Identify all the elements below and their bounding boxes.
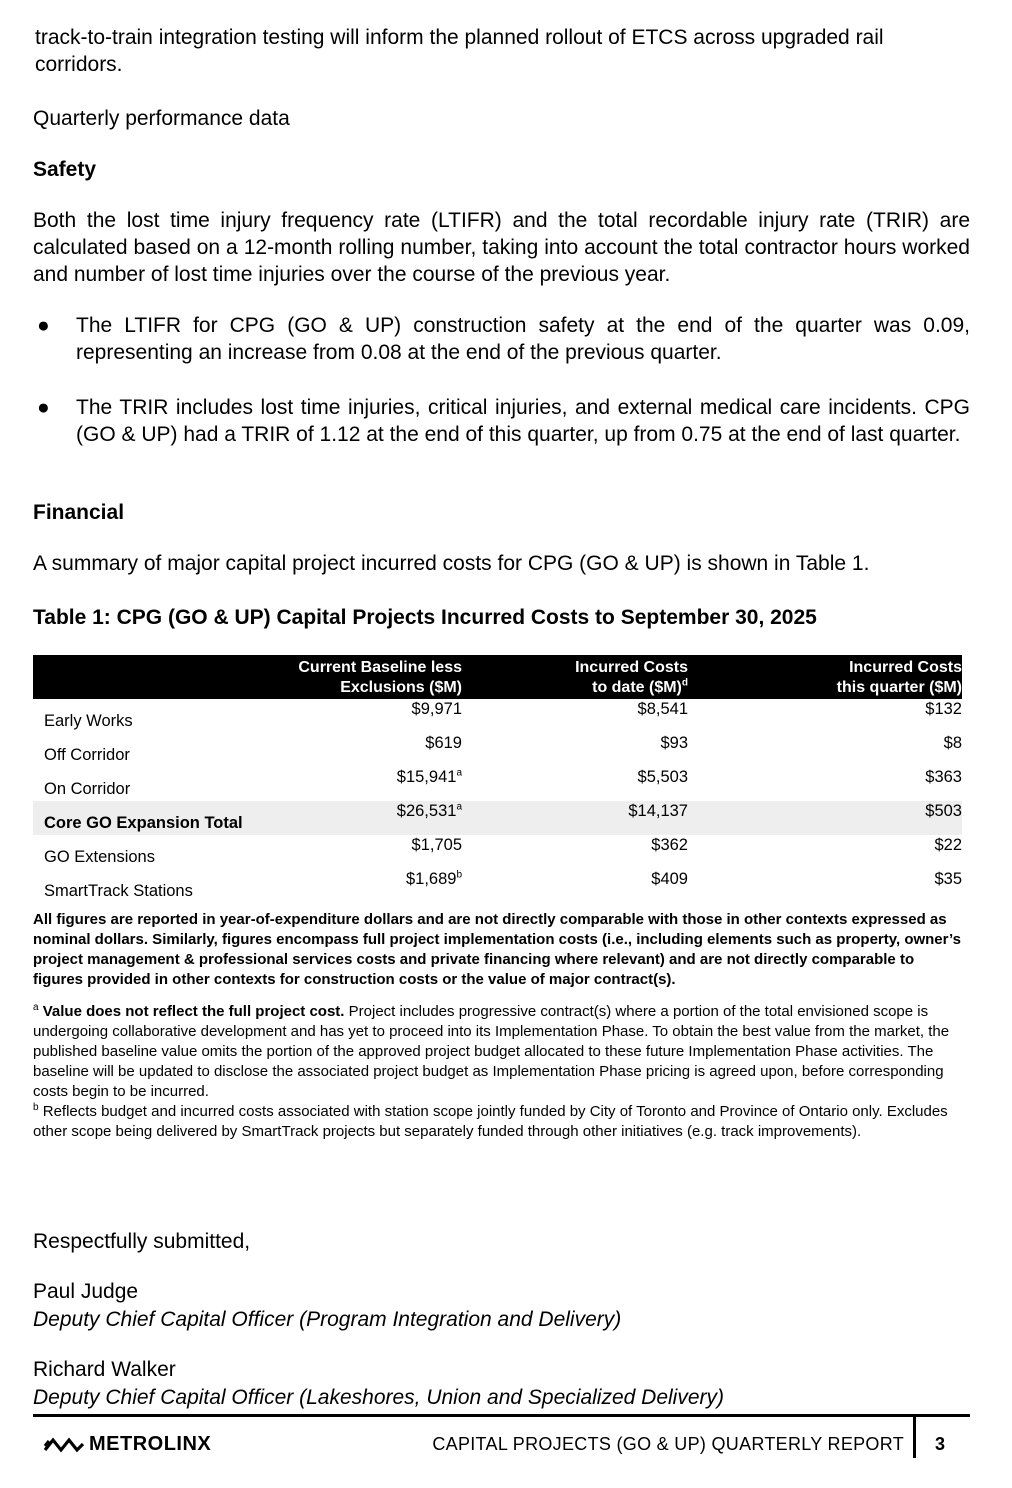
incurred-costs-table <box>33 655 962 903</box>
table-row-total <box>33 801 962 835</box>
row-quarter: $8 <box>943 734 962 752</box>
row-label: Early Works <box>44 712 133 730</box>
bullet-item <box>33 394 970 448</box>
bullet-item <box>33 312 970 366</box>
safety-paragraph <box>33 207 970 288</box>
footnote-a-text: Project includes progressive contract(s) where a portion of the total envisioned scope is undergoing collaborative development and has yet to proceed into its Implementation Phase. To obtain the best value from the market, the published baseline value omits the portion of the approved project budget allocated to these future Implementation Phase activities. The baseline will be updated to disclose the associated project budget as Implementation Phase pricing is agreed upon, before corresponding costs begin to be incurred. <box>33 1003 950 1100</box>
row-baseline: $1,705 <box>411 836 462 854</box>
closing-line: Respectfully submitted, <box>33 1230 251 1253</box>
general-note: All figures are reported in year-of-expenditure dollars and are not directly comparable with those in other contexts expressed as nominal dollars. Similarly, figures encompass full project implementation costs (i.e., including elements such as property, owner’s project management & professional services costs and private financing where relevant) and are not directly comparable to figures provided in other contexts for construction costs or the value of major contract(s). <box>33 911 962 988</box>
signatory-name: Richard Walker <box>33 1358 176 1381</box>
page-number: 3 <box>935 1434 946 1454</box>
table-row <box>33 699 962 733</box>
table-caption: Table 1: CPG (GO & UP) Capital Projects Incurred Costs to September 30, 2025 <box>33 606 817 629</box>
row-baseline: $26,531$^a$ <box>265 801 462 835</box>
row-label: Off Corridor <box>44 746 130 764</box>
bullet-text: The LTIFR for CPG (GO & UP) construction safety at the end of the quarter was 0.09, representing an increase from 0.08 at the end of the previous quarter. <box>76 314 970 364</box>
financial-paragraph: A summary of major capital project incurred costs for CPG (GO & UP) is shown in Table 1. <box>33 552 870 575</box>
footer-separator <box>913 1416 916 1458</box>
row-label: SmartTrack Stations <box>44 882 193 900</box>
bullet-dot-icon: ● <box>37 396 50 419</box>
safety-heading: Safety <box>33 158 97 181</box>
table-row <box>33 733 962 767</box>
signatory-title: Deputy Chief Capital Officer (Program Integration and Delivery) <box>33 1308 622 1331</box>
signatory-2 <box>33 1356 724 1412</box>
footnote-a <box>33 1002 963 1102</box>
metrolinx-wave-icon <box>43 1436 85 1454</box>
row-baseline: $15,941$^a$ <box>396 767 462 786</box>
footer-report-title: CAPITAL PROJECTS (GO & UP) QUARTERLY REPORT <box>432 1434 904 1454</box>
financial-heading: Financial <box>33 501 125 524</box>
safety-paragraph-text: Both the lost time injury frequency rate (LTIFR) and the total recordable injury rate (TRIR) are calculated based on a 12-month rolling number, taking into account the total contractor hours worked and number of lost time injuries over the course of the previous year. <box>33 209 970 286</box>
table-row <box>33 869 962 903</box>
row-quarter: $35 <box>934 870 962 888</box>
footnote-b <box>33 1102 963 1142</box>
row-quarter: $22 <box>934 836 962 854</box>
header-quarter: Incurred Costs this quarter ($M) <box>688 655 962 699</box>
row-todate: $93 <box>660 734 688 752</box>
footnote-b-marker: b <box>33 1102 39 1113</box>
bullet-text: The TRIR includes lost time injuries, critical injuries, and external medical care incidents. CPG (GO & UP) had a TRIR of 1.12 at the end of this quarter, up from 0.75 at the end of last quarter. <box>76 396 970 446</box>
footnote-a-bold: Value does not reflect the full project cost. <box>42 1003 345 1020</box>
table-row <box>33 767 962 801</box>
row-quarter: $363 <box>925 768 962 786</box>
row-baseline: $9,971 <box>411 700 462 718</box>
row-quarter: $132 <box>925 700 962 718</box>
footer-rule <box>33 1414 970 1417</box>
table-notes <box>33 910 963 1142</box>
row-todate: $14,137 <box>462 801 688 835</box>
bullet-dot-icon: ● <box>37 314 50 337</box>
intro-continued-paragraph: track-to-train integration testing will inform the planned rollout of ETCS across upgraded rail corridors. <box>35 26 884 76</box>
row-todate: $5,503 <box>637 768 688 786</box>
section-title: Quarterly performance data <box>33 107 290 130</box>
footnote-a-marker: a <box>33 1002 39 1013</box>
metrolinx-logo <box>43 1433 211 1456</box>
row-label: Core GO Expansion Total <box>33 801 265 835</box>
signatory-title: Deputy Chief Capital Officer (Lakeshores, Union and Specialized Delivery) <box>33 1386 724 1409</box>
row-todate: $362 <box>651 836 688 854</box>
table-header-row <box>33 655 962 699</box>
header-todate: Incurred Costs to date ($M)$^d$ <box>462 655 688 699</box>
row-todate: $409 <box>651 870 688 888</box>
footnote-b-text: Reflects budget and incurred costs associated with station scope jointly funded by City of Toronto and Province of Ontario only. Excludes other scope being delivered by SmartTrack projects but separately funded through other initiatives (e.g. track improvements). <box>33 1103 948 1140</box>
table-row <box>33 835 962 869</box>
header-baseline: Current Baseline less Exclusions ($M) <box>265 655 462 699</box>
row-label: GO Extensions <box>44 848 155 866</box>
signatory-1 <box>33 1278 621 1334</box>
signatory-name: Paul Judge <box>33 1280 139 1303</box>
header-project <box>33 655 265 699</box>
brand-name: METROLINX <box>89 1433 212 1455</box>
row-todate: $8,541 <box>637 700 688 718</box>
row-quarter: $503 <box>688 801 962 835</box>
row-baseline: $1,689$^b$ <box>405 869 462 888</box>
row-label: On Corridor <box>44 780 131 798</box>
row-baseline: $619 <box>425 734 462 752</box>
